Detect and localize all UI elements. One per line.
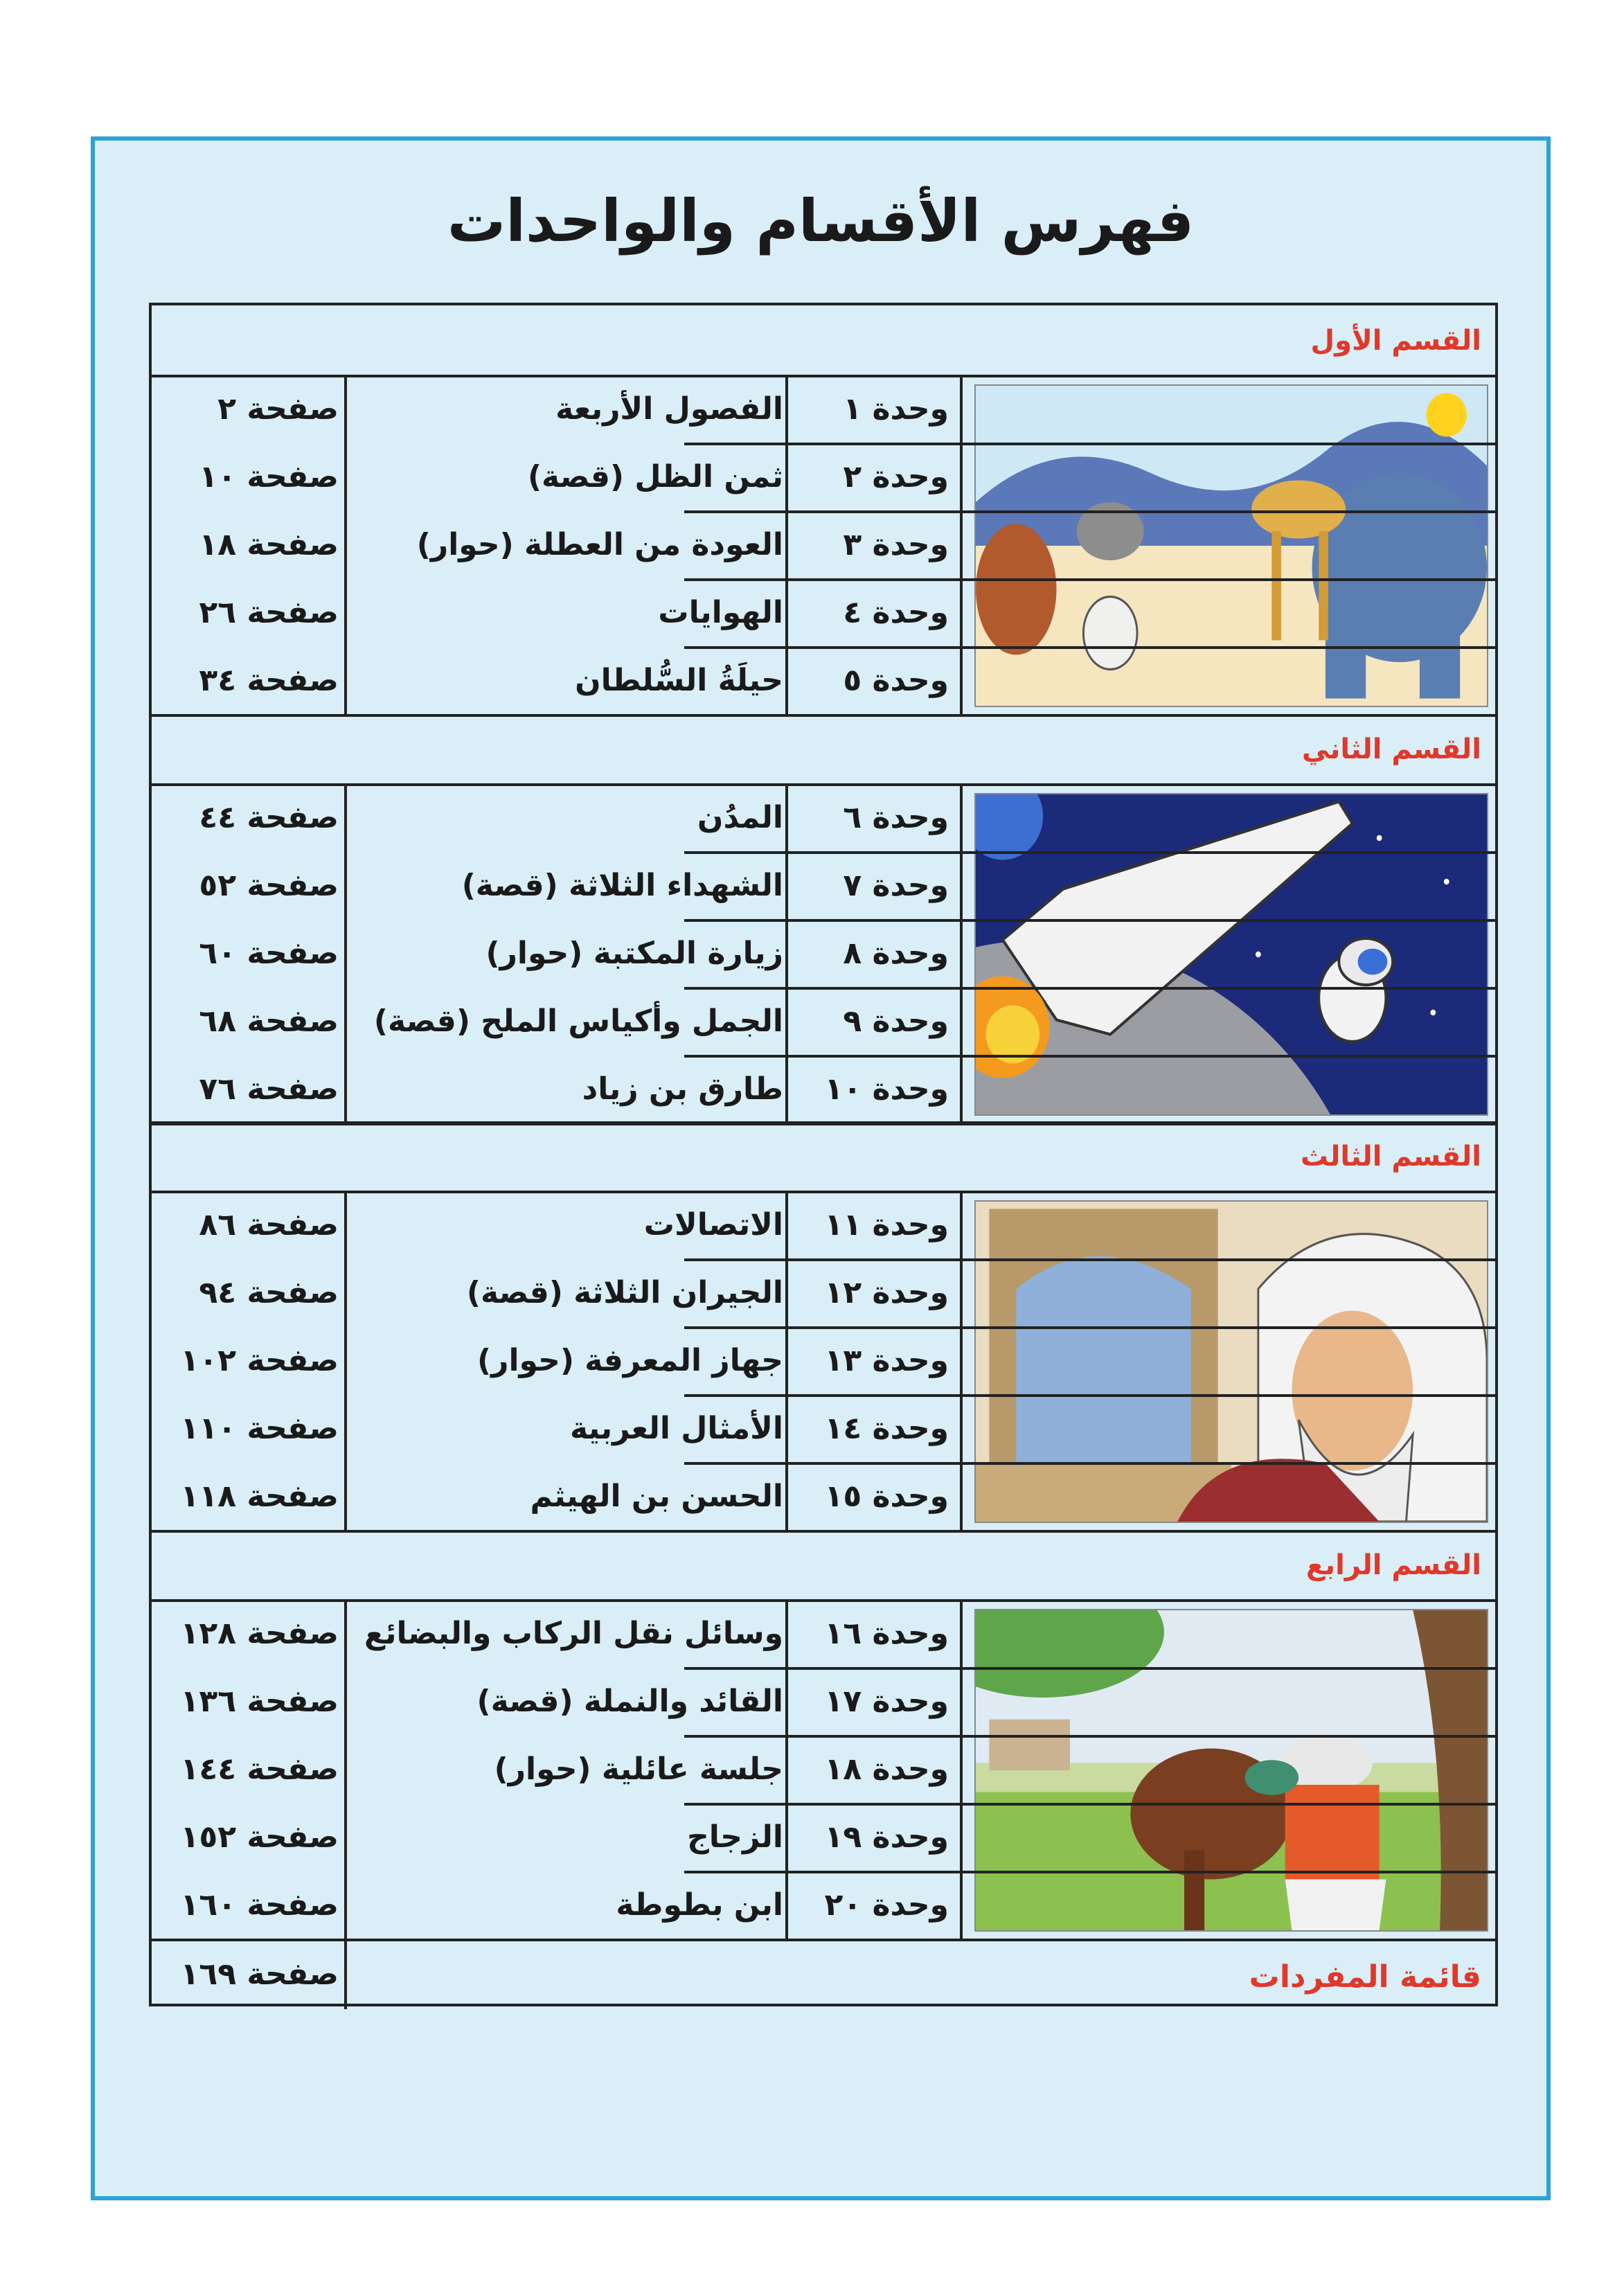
unit-title: القائد والنملة (قصة) xyxy=(476,1684,783,1719)
page-number: صفحة ٢٦ xyxy=(199,595,339,630)
page-number: صفحة ٤٤ xyxy=(199,800,339,835)
unit-title: جهاز المعرفة (حوار) xyxy=(477,1343,783,1378)
page-number: صفحة ١٨ xyxy=(199,527,339,562)
unit-number: وحدة ٨ xyxy=(843,936,949,971)
section-label: القسم الثالث xyxy=(1301,1141,1481,1173)
vocabulary-list-label: قائمة المفردات xyxy=(1249,1959,1481,1995)
page-number: صفحة ٢ xyxy=(217,391,339,427)
page-number: صفحة ١٠٢ xyxy=(180,1343,339,1378)
page-number: صفحة ٨٦ xyxy=(199,1207,339,1243)
unit-number: وحدة ٢٠ xyxy=(824,1887,949,1923)
unit-number: وحدة ١٥ xyxy=(824,1479,949,1514)
page-number: صفحة ٦٨ xyxy=(199,1004,339,1039)
page-number: صفحة ١٣٦ xyxy=(180,1684,339,1719)
unit-number: وحدة ١٤ xyxy=(824,1411,949,1446)
column-divider xyxy=(960,783,963,1123)
unit-title: العودة من العطلة (حوار) xyxy=(416,527,783,562)
unit-title: طارق بن زياد xyxy=(582,1071,783,1107)
unit-number: وحدة ٣ xyxy=(843,527,949,562)
vocabulary-page-number: صفحة ١٦٩ xyxy=(180,1957,339,1992)
section-label: القسم الثاني xyxy=(1301,733,1481,765)
unit-number: وحدة ١٣ xyxy=(824,1343,949,1378)
page-number: صفحة ١١٨ xyxy=(180,1479,339,1514)
page-title: فهرس الأقسام والواحدات xyxy=(447,187,1195,255)
column-divider xyxy=(344,1941,347,2009)
unit-number: وحدة ١٩ xyxy=(824,1819,949,1855)
column-divider xyxy=(960,1599,963,1939)
table-of-contents xyxy=(149,303,1498,2006)
page-number: صفحة ٣٤ xyxy=(199,663,339,698)
unit-title: الهوايات xyxy=(658,595,783,630)
page-number: صفحة ١٦٠ xyxy=(180,1887,339,1923)
unit-title: جلسة عائلية (حوار) xyxy=(494,1752,783,1787)
unit-title: المدُن xyxy=(697,800,783,835)
column-divider xyxy=(960,375,963,714)
row-divider xyxy=(152,714,1495,717)
page-number: صفحة ١١٠ xyxy=(180,1411,339,1446)
unit-title: الاتصالات xyxy=(643,1207,783,1243)
unit-title: الزجاج xyxy=(687,1819,783,1855)
row-divider xyxy=(152,1530,1495,1533)
page-number: صفحة ١٠ xyxy=(199,459,339,495)
unit-title: الحسن بن الهيثم xyxy=(530,1479,783,1514)
page-number: صفحة ٥٢ xyxy=(199,868,339,903)
unit-number: وحدة ١٠ xyxy=(824,1071,949,1107)
page-number: صفحة ١٤٤ xyxy=(180,1752,339,1787)
rocket-illustration xyxy=(974,793,1488,1116)
unit-number: وحدة ٩ xyxy=(843,1004,949,1039)
page-number: صفحة ٩٤ xyxy=(199,1275,339,1310)
unit-title: وسائل نقل الركاب والبضائع xyxy=(364,1616,783,1651)
unit-title: ابن بطوطة xyxy=(616,1887,783,1923)
unit-title: زيارة المكتبة (حوار) xyxy=(485,936,783,971)
unit-title: الجمل وأكياس الملح (قصة) xyxy=(373,1004,783,1039)
row-divider xyxy=(152,1121,1495,1124)
unit-number: وحدة ٦ xyxy=(843,800,949,835)
unit-number: وحدة ١٢ xyxy=(824,1275,949,1310)
traveler-illustration xyxy=(974,1609,1488,1932)
unit-title: الجيران الثلاثة (قصة) xyxy=(466,1275,783,1310)
unit-number: وحدة ٧ xyxy=(843,868,949,903)
animals-illustration xyxy=(974,384,1488,707)
page-number: صفحة ٦٠ xyxy=(199,936,339,971)
unit-title: الأمثال العربية xyxy=(569,1411,783,1446)
unit-title: الفصول الأربعة xyxy=(555,391,783,427)
unit-title: الشهداء الثلاثة (قصة) xyxy=(461,868,783,903)
unit-number: وحدة ٥ xyxy=(843,663,949,698)
unit-number: وحدة ٤ xyxy=(843,595,949,630)
unit-title: حيلَةُ السُّلطان xyxy=(575,663,783,698)
unit-number: وحدة ١٧ xyxy=(824,1684,949,1719)
unit-number: وحدة ١ xyxy=(843,391,949,427)
section-label: القسم الأول xyxy=(1310,325,1481,357)
unit-number: وحدة ١١ xyxy=(824,1207,949,1243)
page-number: صفحة ١٢٨ xyxy=(180,1616,339,1651)
unit-number: وحدة ١٨ xyxy=(824,1752,949,1787)
column-divider xyxy=(960,1191,963,1530)
scholar-illustration xyxy=(974,1200,1488,1523)
unit-number: وحدة ١٦ xyxy=(824,1616,949,1651)
row-divider xyxy=(152,1939,1495,1941)
unit-number: وحدة ٢ xyxy=(843,459,949,495)
page-number: صفحة ٧٦ xyxy=(199,1071,339,1107)
section-label: القسم الرابع xyxy=(1305,1549,1481,1581)
unit-title: ثمن الظل (قصة) xyxy=(527,459,783,495)
page-number: صفحة ١٥٢ xyxy=(180,1819,339,1855)
